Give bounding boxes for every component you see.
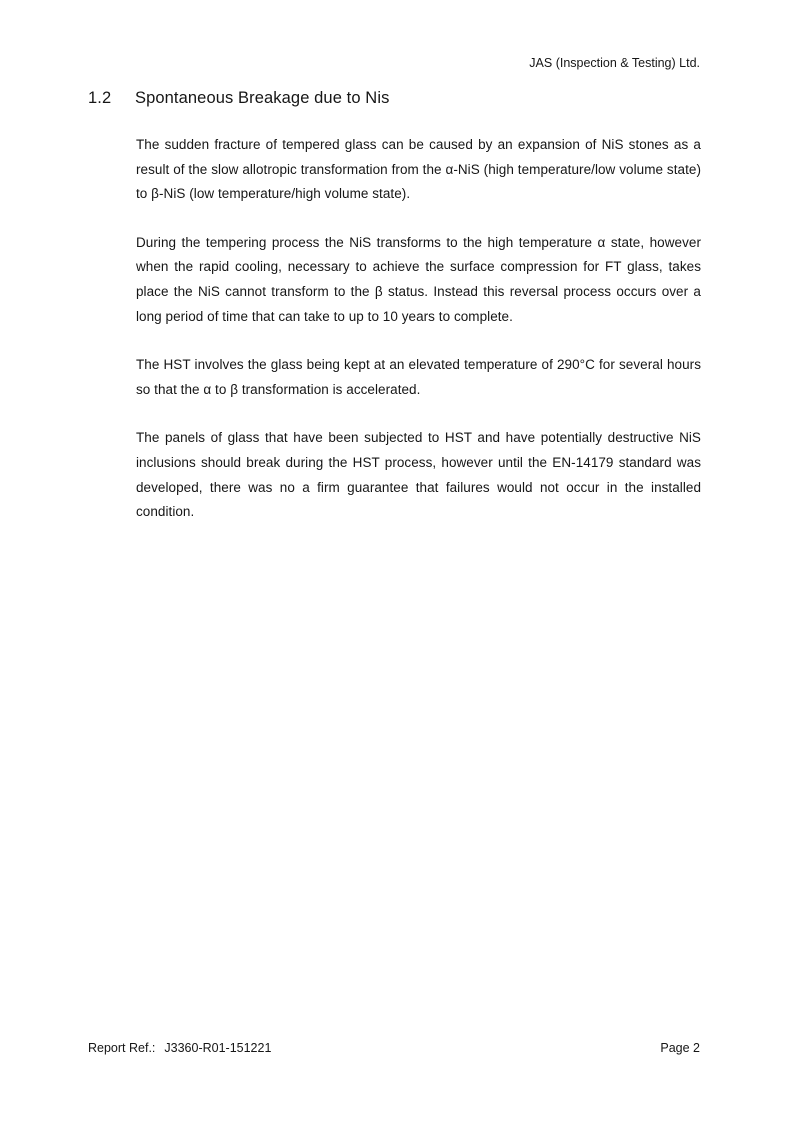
report-ref xyxy=(88,1040,271,1056)
paragraph-hst-description: The HST involves the glass being kept at an elevated temperature of 290°C for several hours so that the α to β transformation is accelerated. xyxy=(136,357,701,397)
section-title: Spontaneous Breakage due to Nis xyxy=(135,89,390,107)
company-header: JAS (Inspection & Testing) Ltd. xyxy=(529,56,700,70)
section-heading xyxy=(88,87,389,109)
page-footer xyxy=(88,1040,700,1056)
body-content xyxy=(136,133,701,549)
report-ref-label: Report Ref.: xyxy=(88,1041,156,1055)
paragraph-nis-expansion: The sudden fracture of tempered glass can be caused by an expansion of NiS stones as a result of the slow allotropic transformation from the α-NiS (high temperature/low volume state) to β-NiS (low temperature/high volume state). xyxy=(136,137,701,202)
section-number: 1.2 xyxy=(88,89,112,107)
report-ref-value: J3360-R01-151221 xyxy=(164,1041,272,1055)
paragraph-tempering-process: During the tempering process the NiS transforms to the high temperature α state, however when the rapid cooling, necessary to achieve the surface compression for FT glass, takes place the NiS cannot transform to the β status. Instead this reversal process occurs over a long period of time that can take to up to 10 years to complete. xyxy=(136,234,701,324)
page-number: Page 2 xyxy=(660,1041,700,1055)
paragraph-en14179: The panels of glass that have been subjected to HST and have potentially destructive NiS inclusions should break during the HST process, however until the EN-14179 standard was developed, there was no a firm guarantee that failures would not occur in the installed condition. xyxy=(136,430,701,520)
